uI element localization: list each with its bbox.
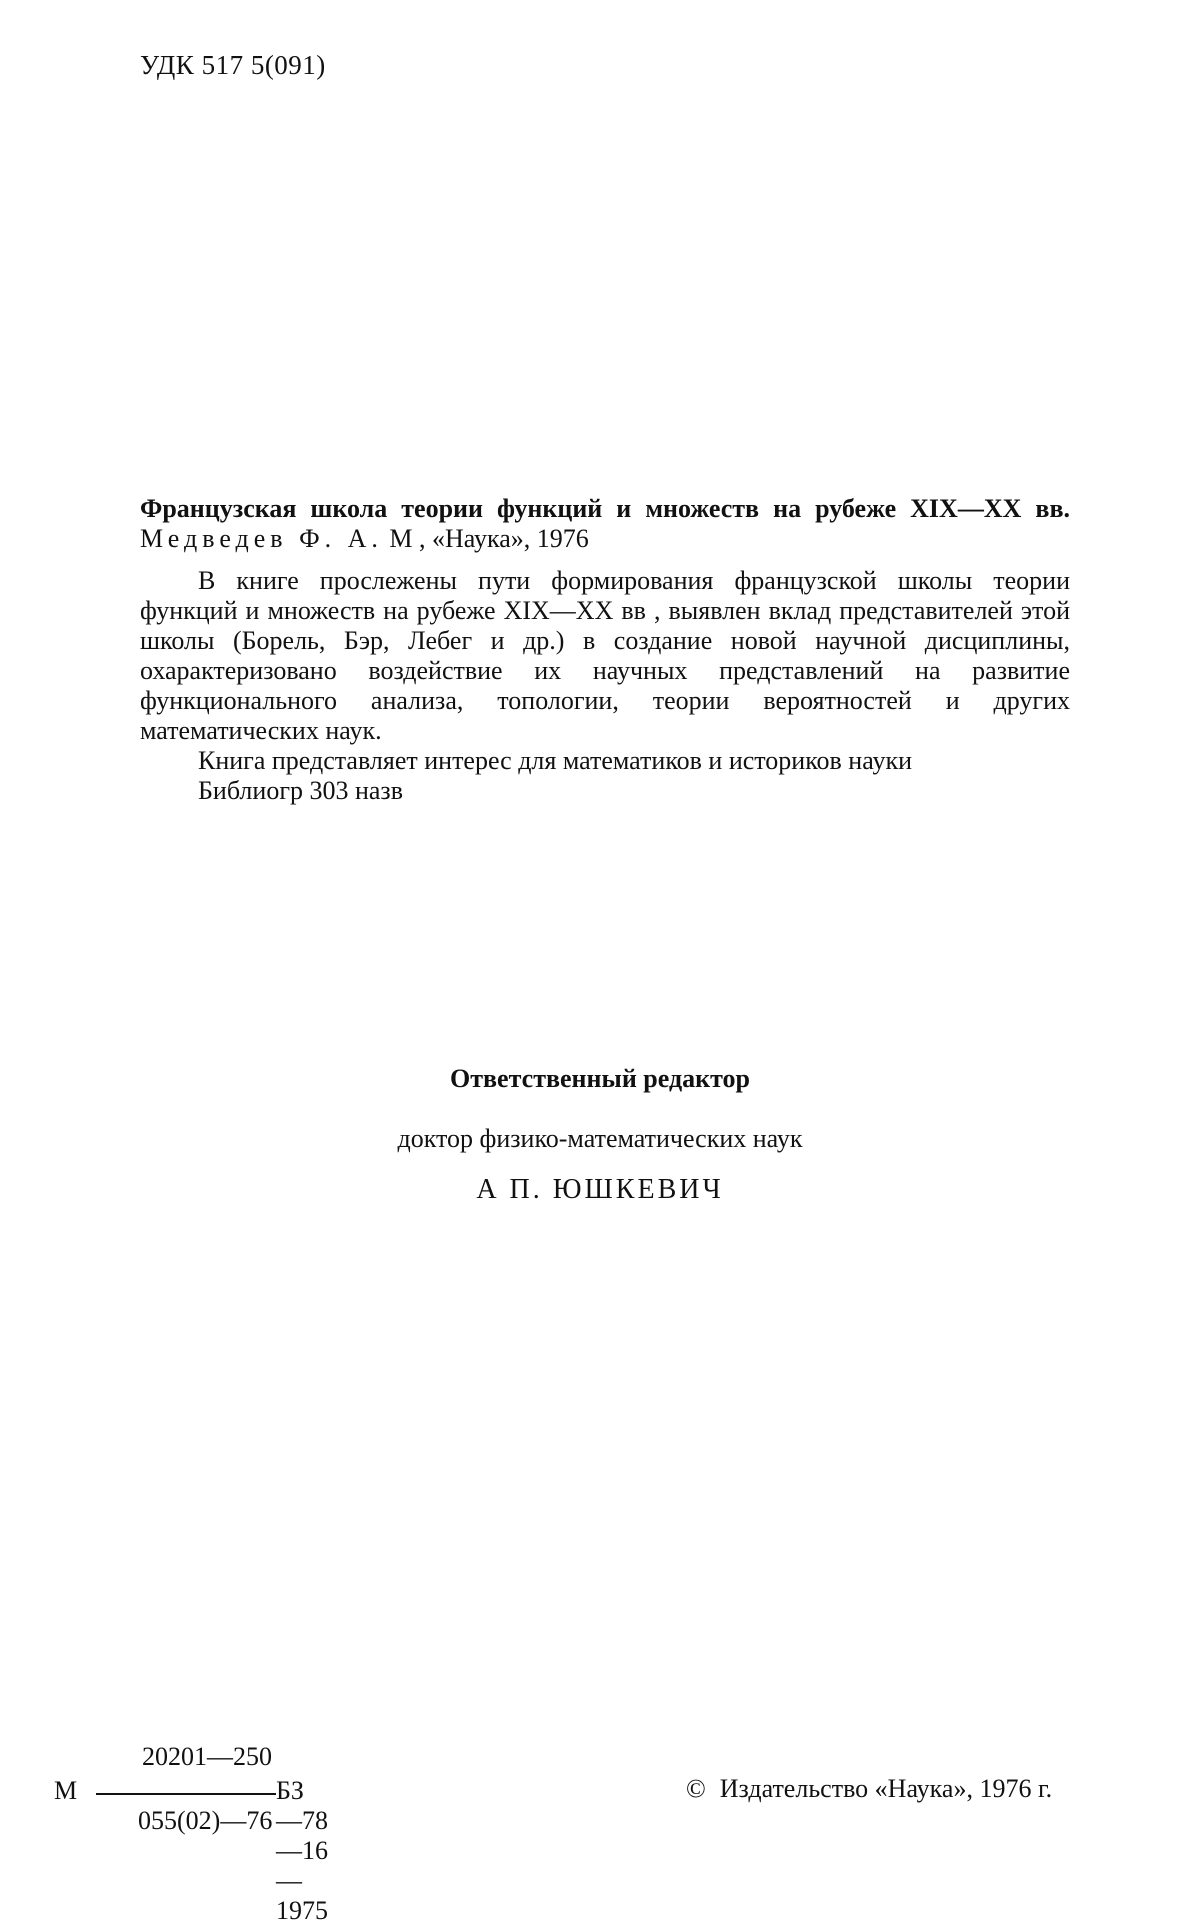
index-numerator: 20201—250 [142,1742,272,1771]
abstract-heading [140,494,1070,554]
copyright-line [686,1774,1052,1804]
book-author: Медведев Ф. А. [140,524,383,553]
copyright-text: Издательство «Наука», 1976 г. [719,1774,1053,1803]
udk-code: УДК 517 5(091) [140,50,326,80]
fraction-bar [96,1793,276,1795]
abstract-block [140,494,1070,806]
abstract-paragraph-summary: В книге прослежены пути формирования французской школы теории функций и множеств на рубеже XIX—XX вв , выявлен вклад представителей этой школы (Борель, Бэр, Лебег и др.) в создание новой научной дисциплины, охарактеризовано воздействие их научных представлений на развитие функционального анализа, топологии, теории вероятностей и других математических наук. [140,566,1070,745]
book-imprint: М , «Наука», 1976 [389,524,589,553]
editor-name: А П. ЮШКЕВИЧ [476,1174,724,1205]
index-letter: М [54,1776,78,1805]
index-denominator: 055(02)—76 [138,1806,273,1835]
editor-degree: доктор физико-математических наук [397,1124,803,1153]
book-title: Французская школа теории функций и множеств на рубеже XIX—XX вв. [140,494,1070,523]
copyright-icon: © [686,1774,706,1803]
abstract-paragraph-bibliography: Библиогр 303 назв [198,776,403,805]
index-tail: БЗ—78—16—1975 [276,1776,328,1925]
abstract-paragraph-audience: Книга представляет интерес для математиков и историков науки [198,746,912,775]
editor-role: Ответственный редактор [450,1064,750,1093]
